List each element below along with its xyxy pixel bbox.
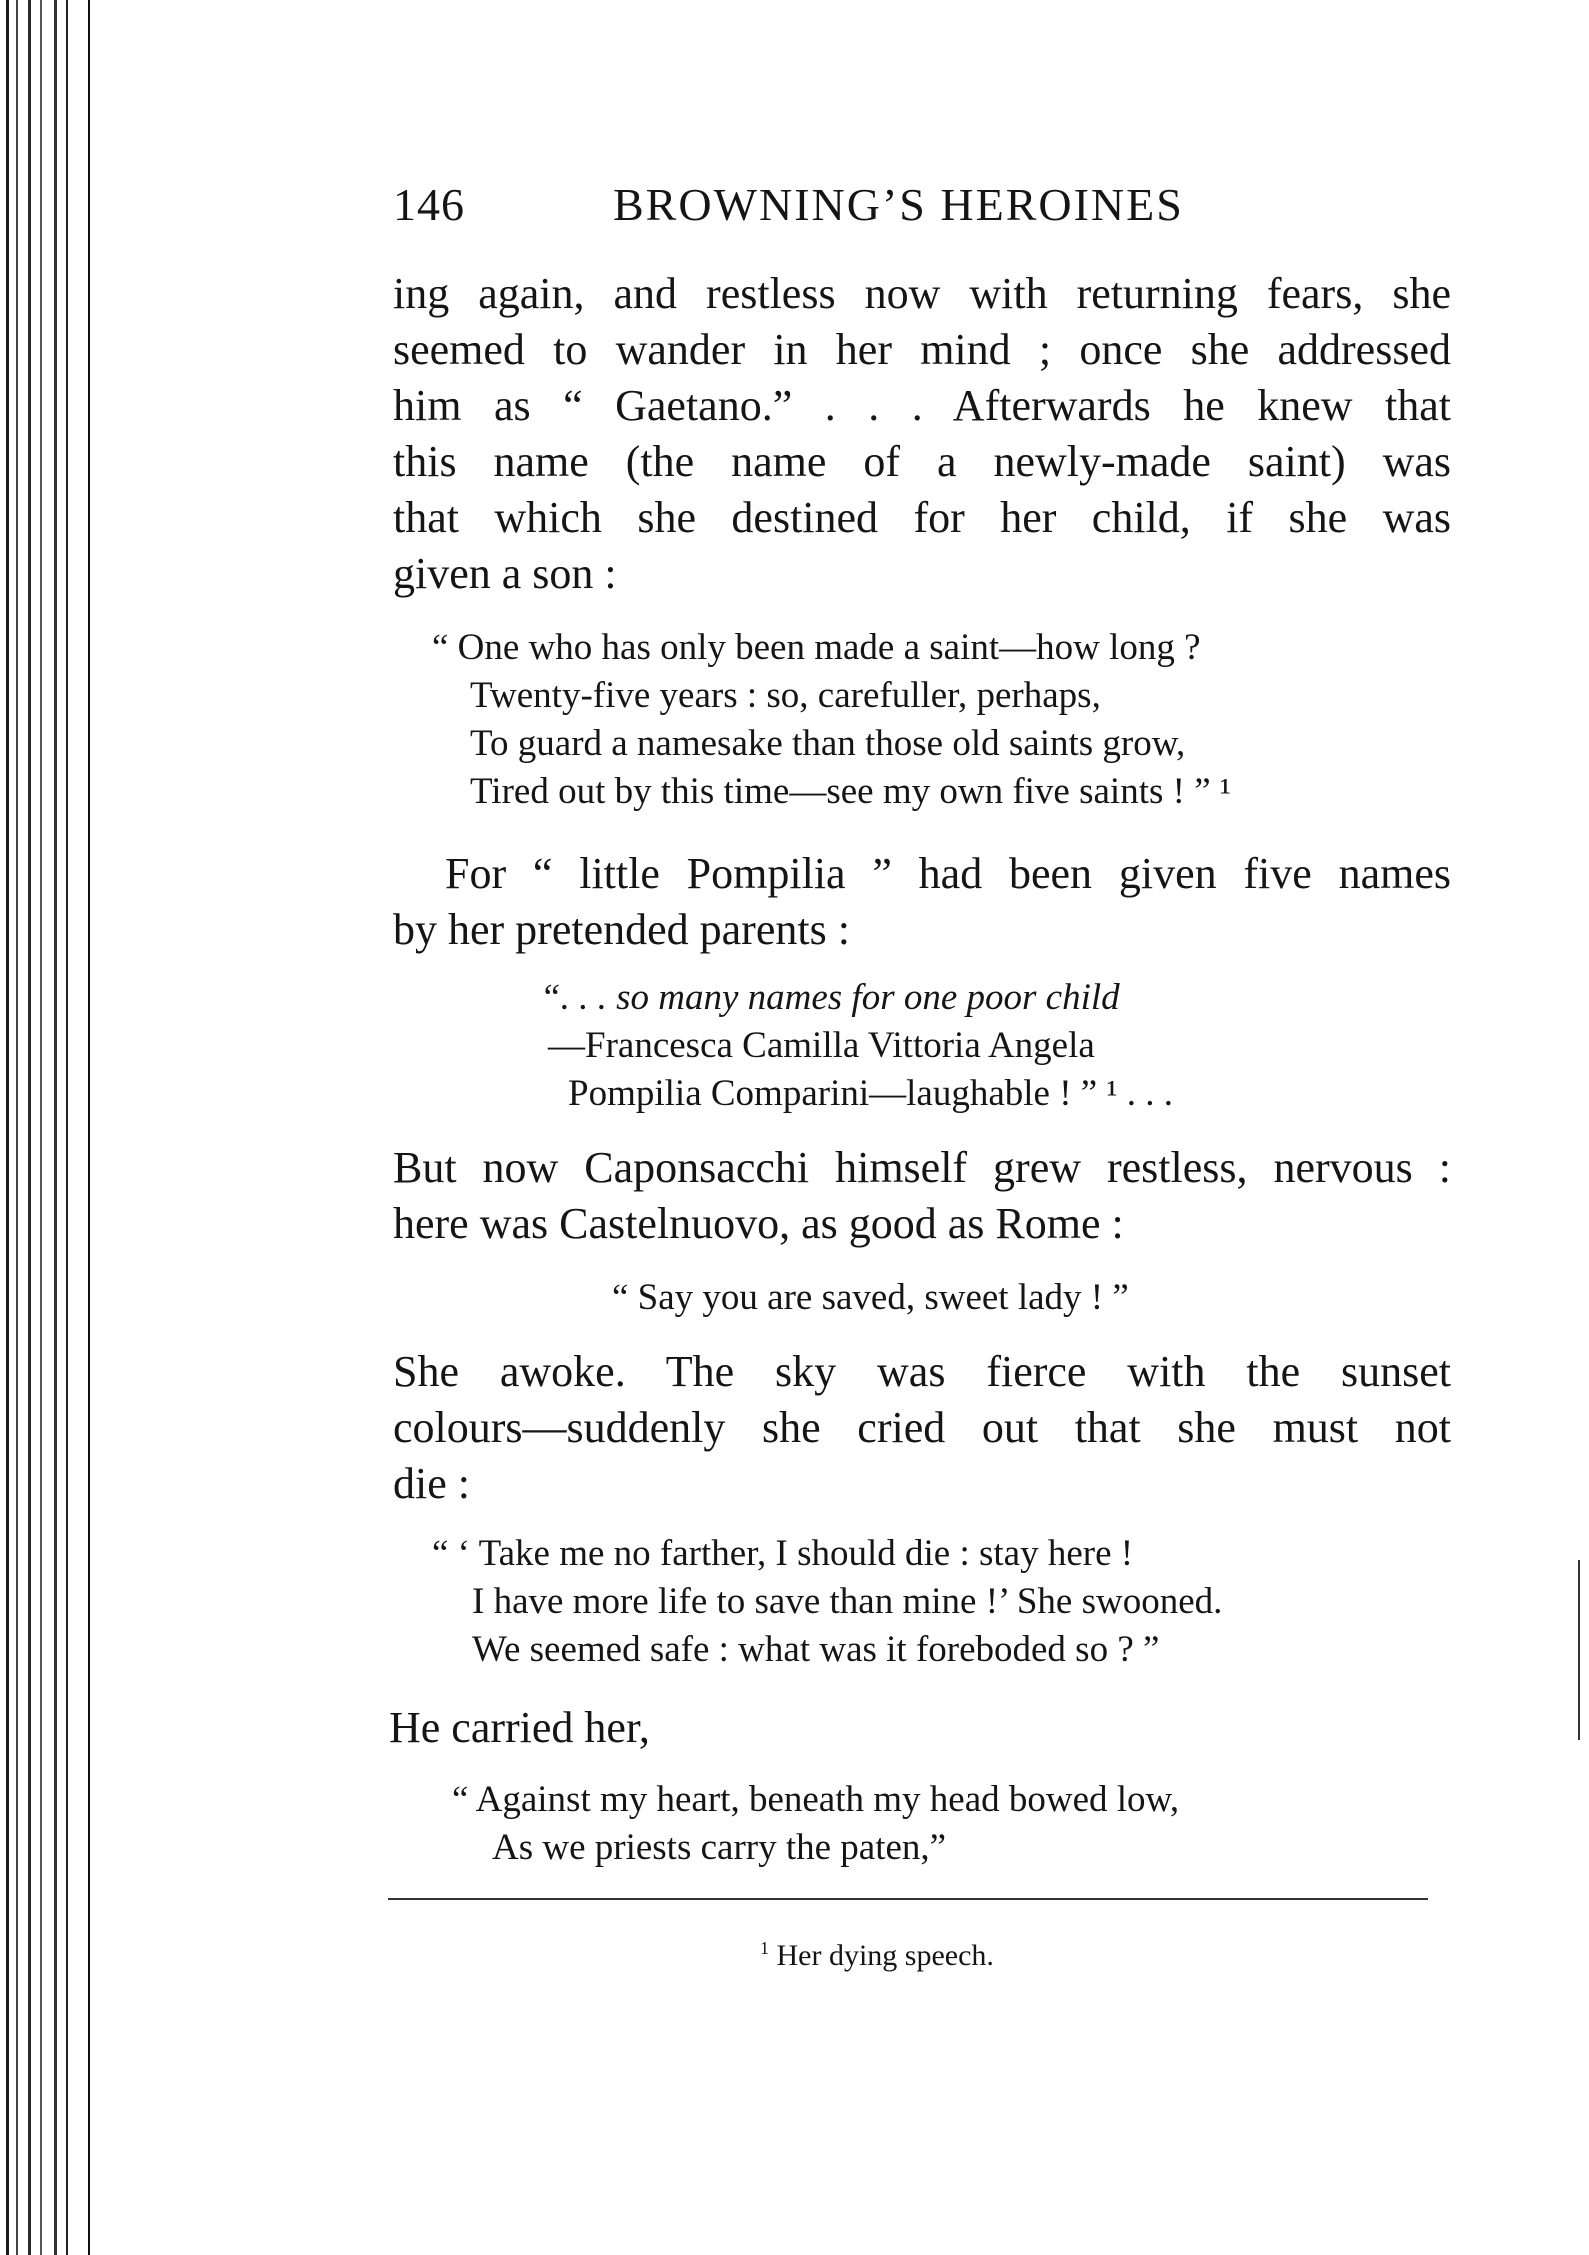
verse-quote-2 (540, 974, 1173, 1118)
verse-line: —Francesca Camilla Vittoria Angela (548, 1025, 1095, 1066)
footnote-rule (388, 1898, 1428, 1900)
text-line: die : (393, 1459, 470, 1508)
text-line: given a son : (393, 549, 617, 598)
text-line: He carried her, (389, 1703, 650, 1752)
text-line: She awoke. The sky was fierce with the sunset (393, 1347, 1451, 1396)
footnote-text: Her dying speech. (776, 1939, 994, 1972)
verse-line: We seemed safe : what was it foreboded so ? ” (472, 1629, 1160, 1670)
verse-line: To guard a namesake than those old saints grow, (470, 723, 1186, 764)
verse-line: “. . . so many names for one poor child (540, 977, 1120, 1018)
binding-gutter-line (88, 0, 90, 2255)
page-edge-mark (1578, 1560, 1580, 1740)
paragraph-4 (393, 1344, 1451, 1512)
binding-gutter-line (66, 0, 68, 2255)
verse-line: I have more life to save than mine !’ She swooned. (472, 1581, 1223, 1622)
text-line: this name (the name of a newly-made saint) was (393, 437, 1451, 486)
verse-line: Twenty-five years : so, carefuller, perhaps, (470, 675, 1101, 716)
text-line: But now Caponsacchi himself grew restless, nervous : (393, 1143, 1451, 1192)
verse-quote-4 (432, 1530, 1222, 1674)
verse-line: “ Say you are saved, sweet lady ! ” (612, 1277, 1129, 1318)
footnote-marker: 1 (760, 1938, 769, 1958)
text-line: seemed to wander in her mind ; once she addressed (393, 325, 1451, 374)
text-line: him as “ Gaetano.” . . . Afterwards he knew that (393, 381, 1451, 430)
binding-gutter-line (54, 0, 57, 2255)
binding-gutter-line (16, 0, 18, 2255)
running-header (393, 178, 1235, 238)
text-line: ing again, and restless now with returning fears, she (393, 269, 1451, 318)
paragraph-1 (393, 266, 1451, 602)
verse-line: Tired out by this time—see my own five saints ! ” ¹ (470, 771, 1231, 812)
verse-line: Pompilia Comparini—laughable ! ” ¹ . . . (568, 1073, 1174, 1114)
verse-line: “ ‘ Take me no farther, I should die : stay here ! (432, 1533, 1134, 1574)
running-title: BROWNING’S HEROINES (613, 179, 1184, 230)
verse-quote-3 (612, 1274, 1129, 1322)
paragraph-3 (393, 1140, 1451, 1252)
verse-line: “ One who has only been made a saint—how long ? (432, 627, 1201, 668)
text-line: by her pretended parents : (393, 905, 850, 954)
binding-gutter-line (6, 0, 9, 2255)
verse-quote-1 (432, 624, 1231, 816)
text-line: For “ little Pompilia ” had been given five names (445, 849, 1451, 898)
paragraph-2 (393, 846, 1451, 958)
text-line: here was Castelnuovo, as good as Rome : (393, 1199, 1124, 1248)
binding-gutter-line (28, 0, 31, 2255)
paragraph-5 (389, 1700, 1447, 1756)
text-line: that which she destined for her child, if she was (393, 493, 1451, 542)
binding-gutter-line (40, 0, 42, 2255)
text-line: colours—suddenly she cried out that she must not (393, 1403, 1451, 1452)
page-number: 146 (393, 179, 465, 230)
footnote (760, 1938, 994, 1973)
verse-quote-5 (452, 1776, 1179, 1872)
verse-line: As we priests carry the paten,” (492, 1827, 947, 1868)
verse-line: “ Against my heart, beneath my head bowed low, (452, 1779, 1180, 1820)
